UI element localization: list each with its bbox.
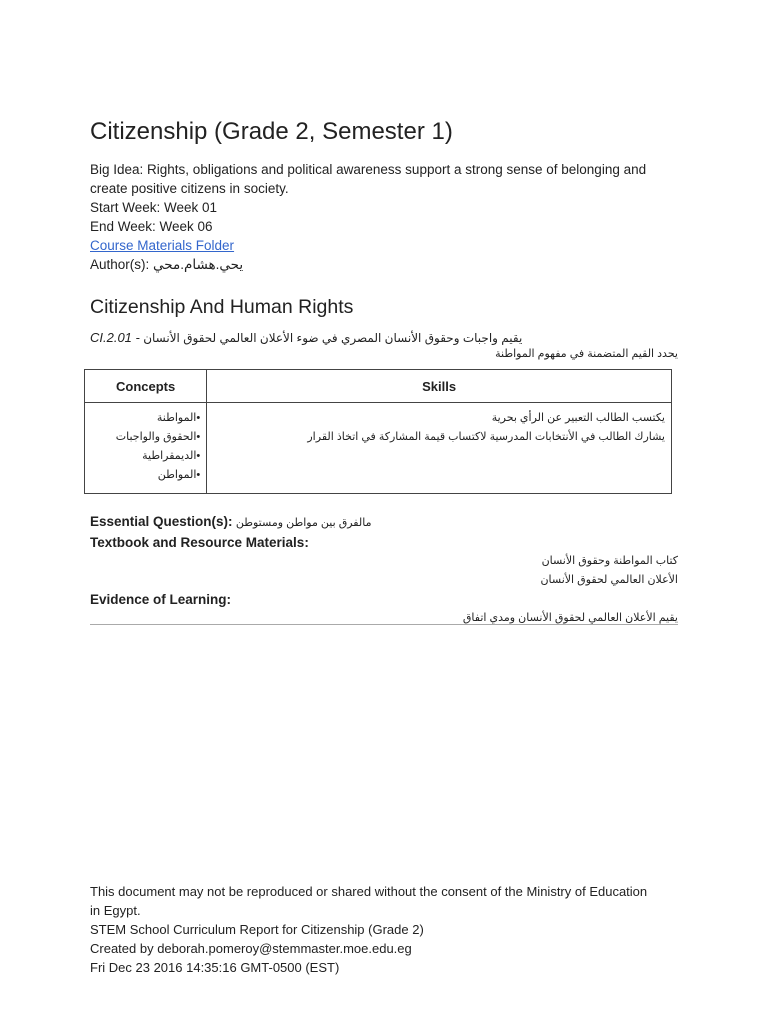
concept-item: •المواطن xyxy=(157,469,201,481)
author-label: Author(s): xyxy=(90,257,150,272)
standard-block xyxy=(90,330,678,362)
start-week: Start Week: Week 01 xyxy=(90,200,218,215)
essential-question-text: مالفرق بين مواطن ومستوطن xyxy=(235,517,372,529)
course-materials-link[interactable]: Course Materials Folder xyxy=(90,238,235,253)
standard-text: يقيم واجبات وحقوق الأنسان المصري في ضوء الأعلان العالمي لحقوق الأنسان xyxy=(143,331,523,345)
textbook-item: الأعلان العالمي لحقوق الأنسان xyxy=(540,574,678,586)
concept-item: •الديمقراطية xyxy=(142,450,201,462)
skills-header: Skills xyxy=(207,370,672,403)
concepts-skills-table xyxy=(84,369,672,494)
concepts-header: Concepts xyxy=(85,370,207,403)
section-heading: Citizenship And Human Rights xyxy=(90,296,354,318)
course-meta xyxy=(90,160,678,274)
big-idea: Big Idea: Rights, obligations and political awareness support a strong sense of belonging and create positive citizens in society. xyxy=(90,162,647,196)
textbook-label: Textbook and Resource Materials: xyxy=(90,535,309,550)
document-footer xyxy=(90,882,650,977)
evidence-label: Evidence of Learning: xyxy=(90,592,232,607)
document-title: Citizenship (Grade 2, Semester 1) xyxy=(90,118,453,145)
footer-report: STEM School Curriculum Report for Citizenship (Grade 2) xyxy=(90,922,424,937)
essential-question-label: Essential Question(s): xyxy=(90,514,233,529)
concept-item: •المواطنة xyxy=(156,412,201,424)
skill-item: يكتسب الطالب التعبير عن الرأي بحرية xyxy=(491,412,665,424)
concepts-cell xyxy=(85,403,207,494)
standard-line-1 xyxy=(90,330,678,346)
standard-text-2: يحدد القيم المتضمنة في مفهوم المواطنة xyxy=(495,348,678,360)
footer-created-by: Created by deborah.pomeroy@stemmaster.moe.edu.eg xyxy=(90,941,412,956)
lower-section xyxy=(90,512,678,628)
skill-item: يشارك الطالب في الأنتخابات المدرسية لاكتساب قيمة المشاركة في اتخاذ القرار xyxy=(307,431,665,443)
end-week: End Week: Week 06 xyxy=(90,219,213,234)
skills-cell xyxy=(207,403,672,494)
footer-notice: This document may not be reproduced or shared without the consent of the Ministry of Education in Egypt. xyxy=(90,884,648,918)
author-name: يحي.هشام.محي xyxy=(153,257,244,272)
essential-question xyxy=(90,512,678,533)
concept-item: •الحقوق والواجبات xyxy=(115,431,201,443)
section-divider xyxy=(90,624,678,625)
footer-timestamp: Fri Dec 23 2016 14:35:16 GMT-0500 (EST) xyxy=(90,960,340,975)
evidence-text: يقيم الأعلان العالمي لحقوق الأنسان ومدي اتفاق xyxy=(462,612,678,624)
standard-code: CI.2.01 - xyxy=(90,330,140,345)
textbook-item: كتاب المواطنة وحقوق الأنسان xyxy=(541,555,678,567)
author-line xyxy=(90,255,678,274)
